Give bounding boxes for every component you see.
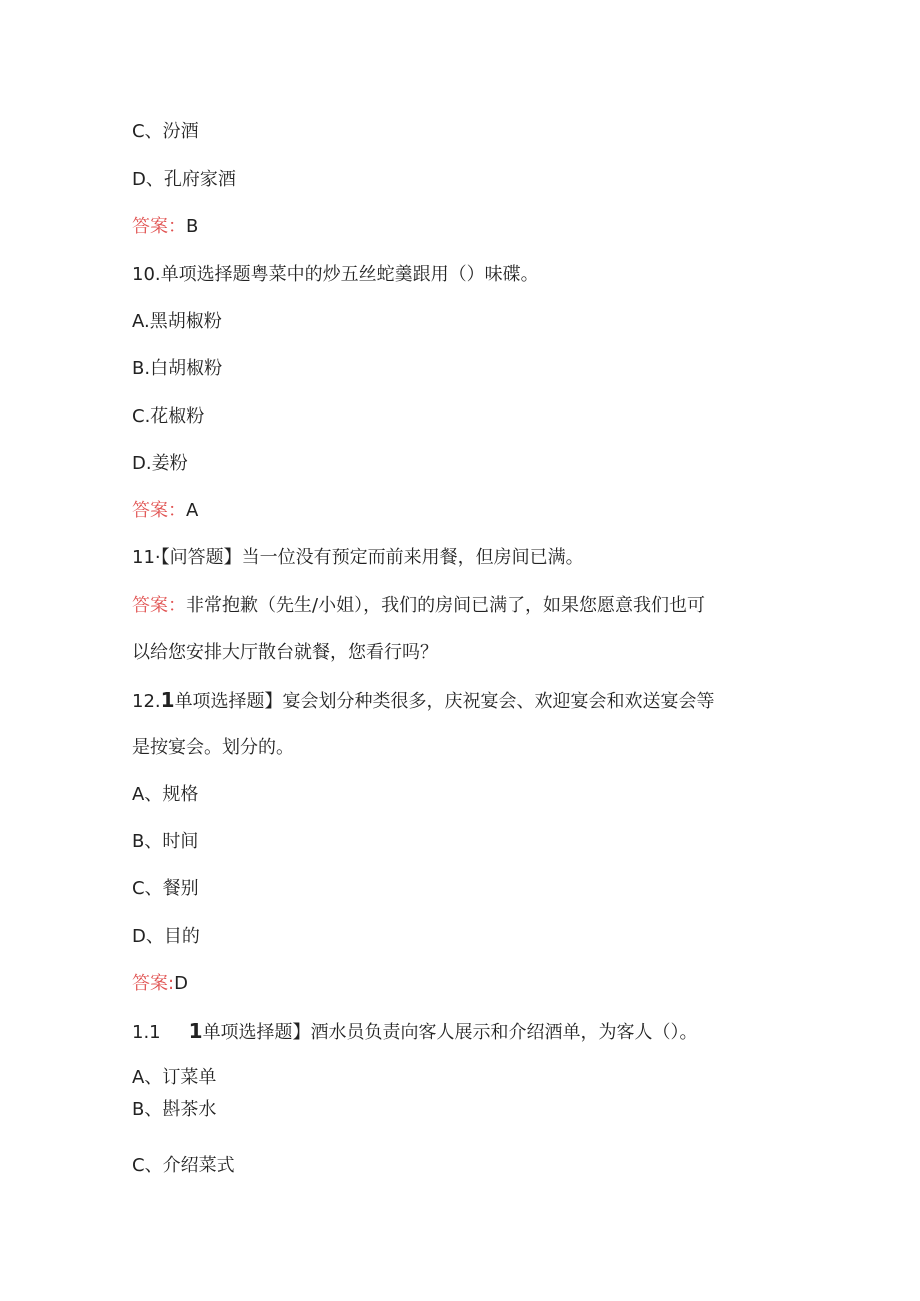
answer-continuation (132, 641, 438, 665)
answer-value: B (186, 216, 199, 237)
line-text: D.姜粉 (132, 453, 188, 474)
line-text: C、汾酒 (132, 121, 199, 142)
line-text: 单项选择题】宴会划分种类很多，庆祝宴会、欢迎宴会和欢送宴会等 (174, 691, 715, 712)
question-line (132, 1019, 698, 1045)
option-line (132, 783, 198, 807)
answer-line (132, 215, 198, 239)
answer-line (132, 499, 198, 523)
answer-label: 答案： (132, 216, 186, 237)
option-line (132, 405, 204, 429)
line-text: 11·【问答题】当一位没有预定而前来用餐，但房间已满。 (132, 547, 584, 568)
option-line (132, 830, 198, 854)
line-text: 10.单项选择题粤菜中的炒五丝蛇羹跟用（）味碟。 (132, 264, 539, 285)
question-line (132, 688, 715, 714)
answer-label: 答案： (132, 500, 186, 521)
option-line (132, 168, 236, 192)
question-number: 12. (132, 691, 161, 712)
answer-label: 答案: (132, 973, 175, 994)
line-text: D、目的 (132, 926, 200, 947)
option-line (132, 925, 200, 949)
option-line (132, 1066, 216, 1090)
option-line (132, 310, 222, 334)
question-line (132, 263, 539, 287)
line-text: B、斟茶水 (132, 1099, 217, 1120)
question-marker: 1 (188, 1019, 203, 1043)
answer-line (132, 594, 705, 618)
line-text: B、时间 (132, 831, 199, 852)
line-text: A、规格 (132, 784, 199, 805)
line-text: 单项选择题】酒水员负责向客人展示和介绍酒单，为客人（）。 (202, 1022, 698, 1043)
line-text: C、介绍菜式 (132, 1155, 235, 1176)
option-line (132, 877, 199, 901)
answer-value: A (186, 500, 199, 521)
option-line (132, 1154, 235, 1178)
option-line (132, 120, 199, 144)
answer-line (132, 972, 188, 996)
line-text: B.白胡椒粉 (132, 358, 223, 379)
line-text: A.黑胡椒粉 (132, 311, 222, 332)
option-line (132, 357, 222, 381)
option-line (132, 452, 188, 476)
line-text: C、餐别 (132, 878, 199, 899)
answer-value: D (174, 973, 188, 994)
line-text: C.花椒粉 (132, 406, 205, 427)
question-continuation (132, 736, 294, 760)
answer-label: 答案： (132, 595, 186, 616)
option-line (132, 1098, 216, 1122)
line-text: 是按宴会。划分的。 (132, 737, 294, 758)
answer-value: 非常抱歉（先生/小姐），我们的房间已满了，如果您愿意我们也可 (186, 595, 706, 616)
question-line (132, 546, 584, 570)
line-text: 以给您安排大厅散台就餐，您看行吗？ (132, 642, 438, 663)
line-text: A、订菜单 (132, 1067, 217, 1088)
line-text: D、孔府家酒 (132, 169, 236, 190)
question-marker: 1 (160, 688, 175, 712)
question-number: 1.1 (132, 1022, 161, 1043)
